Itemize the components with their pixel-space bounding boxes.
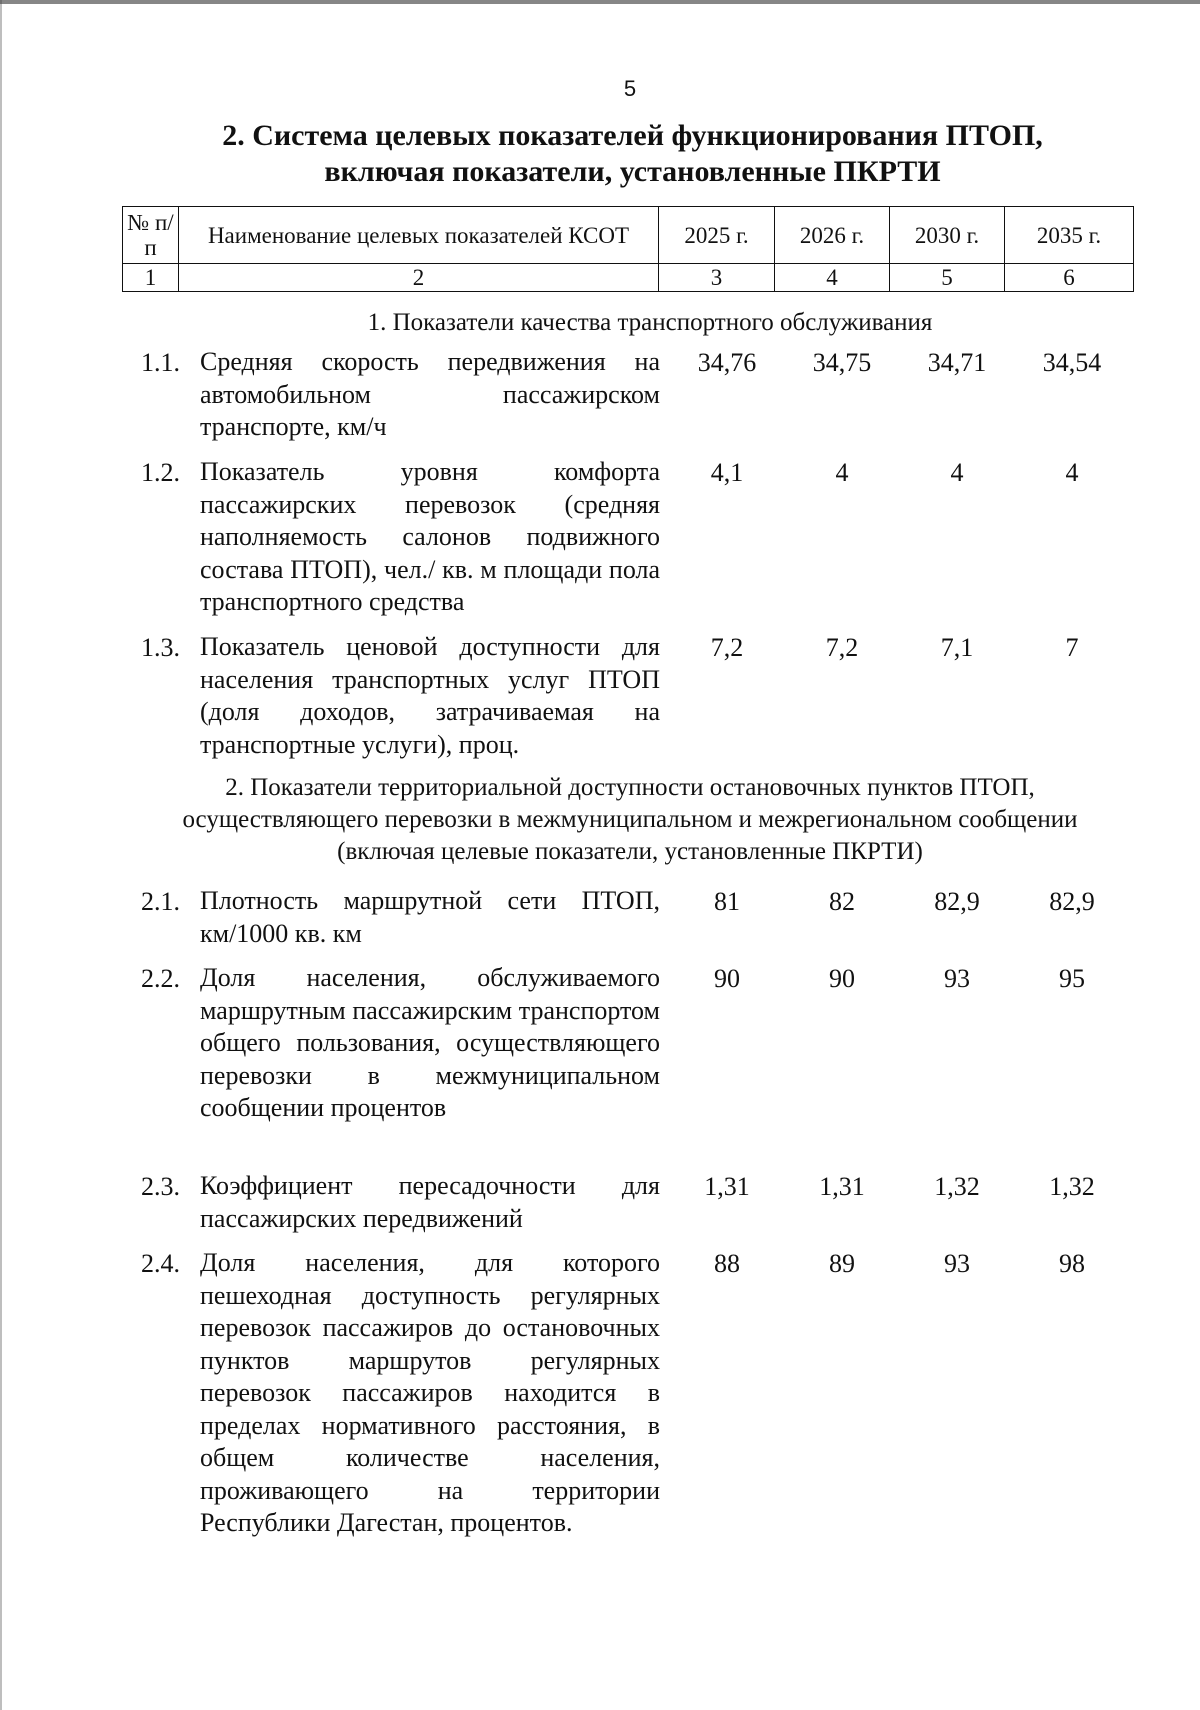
header-year-2035: 2035 г. xyxy=(1005,207,1134,264)
header-year-2026: 2026 г. xyxy=(775,207,890,264)
row-name: Показатель уровня комфорта пассажирских перевозок (средняя наполняемость салонов подвижного состава ПТОП), чел./ кв. м площади пола транспортного средства xyxy=(200,457,660,616)
value-2030: 7,1 xyxy=(940,633,974,662)
value-2025: 88 xyxy=(714,1249,740,1278)
row-number: 2.2. xyxy=(141,964,180,993)
row-name: Средняя скорость передвижения на автомобильном пассажирском транспорте, км/ч xyxy=(200,347,660,441)
page-number: 5 xyxy=(623,76,637,101)
scan-edge-top xyxy=(0,0,1200,4)
row-name: Доля населения, обслуживаемого маршрутным пассажирским транспортом общего пользования, осуществляющего перевозки в межмуниципальном сообщении процентов xyxy=(200,963,660,1122)
table-header xyxy=(122,206,1134,292)
value-2035: 34,54 xyxy=(1042,348,1102,377)
header-year-2030: 2030 г. xyxy=(890,207,1005,264)
row-number: 2.1. xyxy=(141,887,180,916)
row-number: 2.3. xyxy=(141,1172,180,1201)
value-2030: 1,32 xyxy=(934,1172,980,1201)
value-2035: 1,32 xyxy=(1049,1172,1095,1201)
value-2025: 1,31 xyxy=(704,1172,750,1201)
row-number: 2.4. xyxy=(141,1249,180,1278)
column-number: 3 xyxy=(659,264,775,292)
value-2026: 34,75 xyxy=(812,348,872,377)
section-1-title: 1. Показатели качества транспортного обслуживания xyxy=(367,309,933,336)
page-title-line-1: 2. Система целевых показателей функционирования ПТОП, xyxy=(222,119,1043,152)
row-number: 1.1. xyxy=(141,348,180,377)
value-2025: 4,1 xyxy=(710,458,744,487)
column-number: 2 xyxy=(179,264,659,292)
row-name: Плотность маршрутной сети ПТОП, км/1000 кв. км xyxy=(200,886,660,948)
header-num: № п/п xyxy=(123,207,179,264)
row-name: Показатель ценовой доступности для населения транспортных услуг ПТОП (доля доходов, затрачиваемая на транспортные услуги), проц. xyxy=(200,632,660,759)
value-2026: 90 xyxy=(829,964,855,993)
value-2035: 98 xyxy=(1059,1249,1085,1278)
column-number-row xyxy=(123,264,1134,292)
row-name: Коэффициент пересадочности для пассажирских передвижений xyxy=(200,1171,660,1233)
value-2030: 82,9 xyxy=(934,887,980,916)
value-2026: 1,31 xyxy=(819,1172,865,1201)
section-2-title: 2. Показатели территориальной доступности остановочных пунктов ПТОП, осуществляющего перевозки в межмуниципальном и межрегиональном сообщении (включая целевые показатели, установленные ПКРТИ) xyxy=(182,774,1078,865)
column-number: 1 xyxy=(123,264,179,292)
value-2026: 4 xyxy=(835,458,849,487)
row-name: Доля населения, для которого пешеходная доступность регулярных перевозок пассажиров до остановочных пунктов маршрутов регулярных перевозок пассажиров находится в пределах нормативного расстояния, в общем количестве населения, проживающего на территории Республики Дагестан, процентов. xyxy=(200,1248,660,1537)
column-number: 5 xyxy=(890,264,1005,292)
value-2035: 4 xyxy=(1065,458,1079,487)
value-2030: 93 xyxy=(944,964,970,993)
header-year-2025: 2025 г. xyxy=(659,207,775,264)
row-number: 1.3. xyxy=(141,633,180,662)
value-2025: 90 xyxy=(714,964,740,993)
value-2025: 34,76 xyxy=(697,348,757,377)
value-2026: 89 xyxy=(829,1249,855,1278)
value-2026: 82 xyxy=(829,887,855,916)
value-2030: 93 xyxy=(944,1249,970,1278)
value-2030: 4 xyxy=(950,458,964,487)
column-number: 6 xyxy=(1005,264,1134,292)
column-number: 4 xyxy=(775,264,890,292)
page-title-line-2: включая показатели, установленные ПКРТИ xyxy=(324,155,941,188)
header-name: Наименование целевых показателей КСОТ xyxy=(179,207,659,264)
value-2030: 34,71 xyxy=(927,348,987,377)
value-2035: 95 xyxy=(1059,964,1085,993)
value-2035: 82,9 xyxy=(1049,887,1095,916)
value-2025: 7,2 xyxy=(710,633,744,662)
row-number: 1.2. xyxy=(141,458,180,487)
scan-edge-left xyxy=(0,0,2,1710)
value-2025: 81 xyxy=(714,887,740,916)
value-2026: 7,2 xyxy=(825,633,859,662)
value-2035: 7 xyxy=(1065,633,1079,662)
header-row xyxy=(123,207,1134,264)
page-title xyxy=(0,118,1200,190)
